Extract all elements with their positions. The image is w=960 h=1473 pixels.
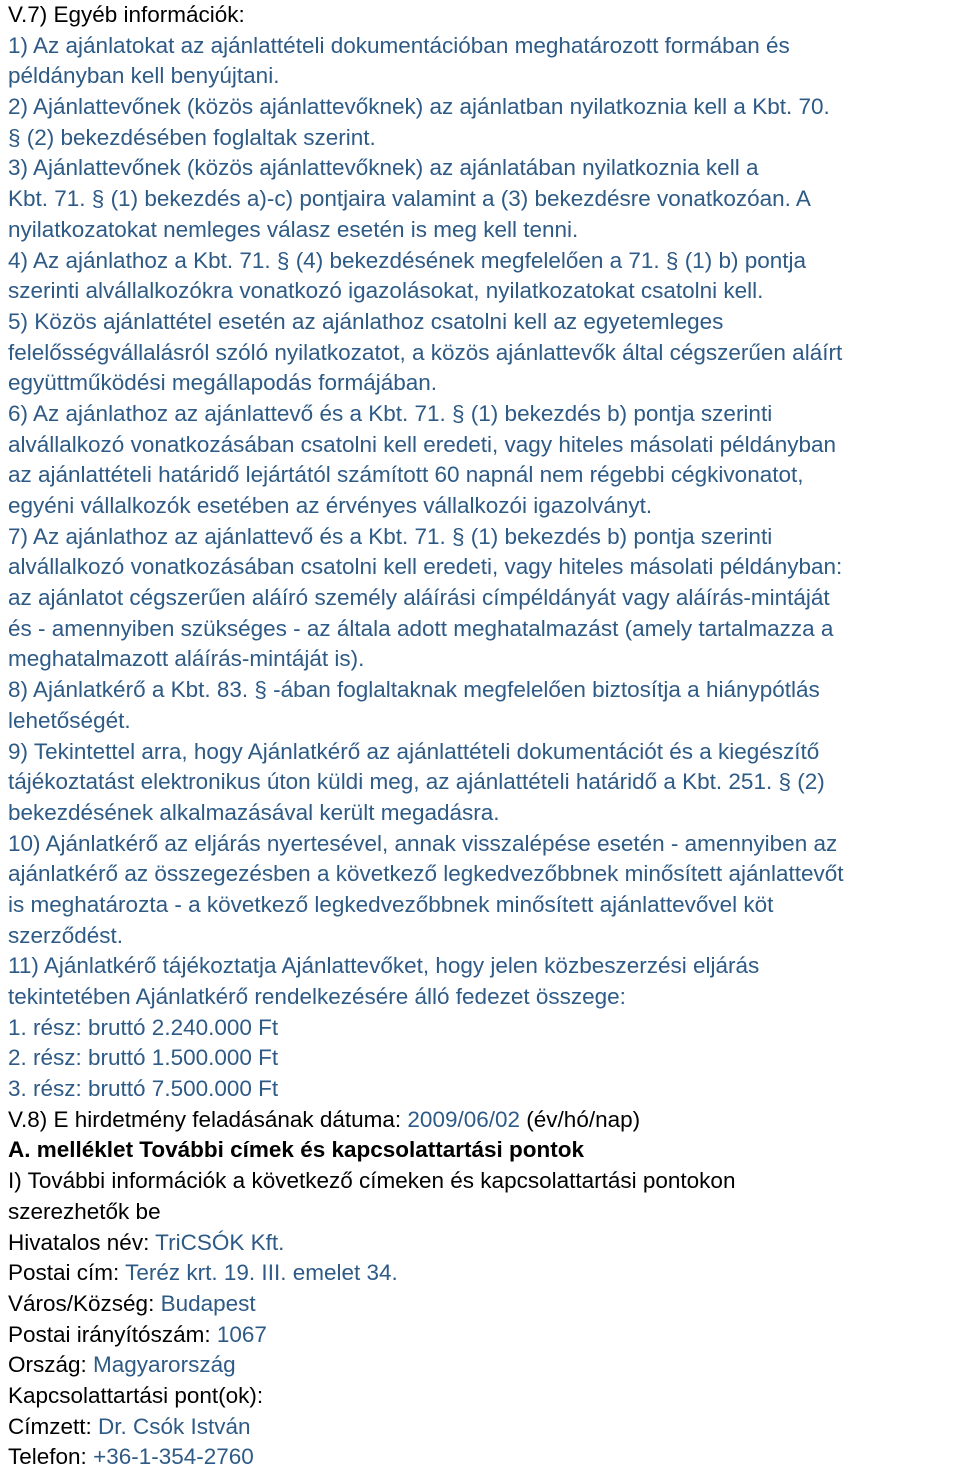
section-heading: V.7) Egyéb információk: — [8, 2, 245, 27]
section-v7-body — [8, 31, 960, 1105]
field-label: Postai irányítószám: — [8, 1321, 217, 1347]
text-line: az ajánlatot cégszerűen aláíró személy aláírási címpéldányát vagy aláírás-mintáját — [8, 585, 830, 611]
text-line: meghatalmazott aláírás-mintáját is). — [8, 646, 365, 672]
text-line: 3. rész: bruttó 7.500.000 Ft — [8, 1076, 279, 1102]
text-line: az ajánlattételi határidő lejártától számított 60 napnál nem régebbi cégkivonatot, — [8, 462, 804, 488]
text-line: alvállalkozó vonatkozásában csatolni kell eredeti, vagy hiteles másolati példányban: — [8, 554, 843, 580]
field-contact-points — [8, 1381, 960, 1412]
annex-intro: I) További információk a következő címeken és kapcsolattartási pontokon — [8, 1168, 736, 1194]
field-label: Postai cím: — [8, 1260, 126, 1286]
field-suffix: (év/hó/nap) — [520, 1106, 641, 1132]
field-value: Magyarország — [93, 1352, 236, 1378]
field-city — [8, 1289, 960, 1320]
text-line: felelősségvállalásról szóló nyilatkozatot, a közös ajánlattevők által cégszerűen aláírt — [8, 339, 843, 365]
field-postal-address — [8, 1258, 960, 1289]
text-line: 2. rész: bruttó 1.500.000 Ft — [8, 1045, 279, 1071]
text-line: 8) Ajánlatkérő a Kbt. 83. § -ában foglaltaknak megfelelően biztosítja a hiánypótlás — [8, 677, 820, 703]
field-label: Telefon: — [8, 1444, 94, 1470]
annex-intro: szerezhetők be — [8, 1198, 161, 1224]
section-v8 — [8, 1105, 960, 1136]
text-line: nyilatkozatokat nemleges válasz esetén is meg kell tenni. — [8, 216, 579, 242]
text-line: 4) Az ajánlathoz a Kbt. 71. § (4) bekezdésének megfelelően a 71. § (1) b) pontja — [8, 247, 807, 273]
field-label: Város/Község: — [8, 1290, 161, 1316]
text-line: és - amennyiben szükséges - az általa adott meghatalmazást (amely tartalmazza a — [8, 615, 834, 641]
section-v7 — [8, 0, 960, 1105]
field-label: Címzett: — [8, 1413, 99, 1439]
field-country — [8, 1350, 960, 1381]
field-label: Kapcsolattartási pont(ok): — [8, 1382, 264, 1408]
field-label: V.8) E hirdetmény feladásának dátuma: — [8, 1106, 408, 1132]
field-label: Ország: — [8, 1352, 94, 1378]
text-line: példányban kell benyújtani. — [8, 63, 280, 89]
text-line: 6) Az ajánlathoz az ajánlattevő és a Kbt. 71. § (1) bekezdés b) pontja szerinti — [8, 400, 773, 426]
text-line: tekintetében Ajánlatkérő rendelkezésére álló fedezet összege: — [8, 984, 626, 1009]
text-line: 11) Ajánlatkérő tájékoztatja Ajánlattevőket, hogy jelen közbeszerzési eljárás — [8, 953, 760, 979]
text-line: bekezdésének alkalmazásával került megadásra. — [8, 799, 500, 825]
field-value: Dr. Csók István — [98, 1413, 251, 1439]
field-value: +36-1-354-2760 — [93, 1444, 254, 1470]
text-line: 5) Közös ajánlattétel esetén az ajánlathoz csatolni kell az egyetemleges — [8, 308, 724, 334]
text-line: 7) Az ajánlathoz az ajánlattevő és a Kbt. 71. § (1) bekezdés b) pontja szerinti — [8, 523, 773, 549]
text-line: 2) Ajánlattevőnek (közös ajánlattevőknek) az ajánlatban nyilatkoznia kell a Kbt. 70. — [8, 94, 830, 120]
field-value: 2009/06/02 — [407, 1106, 521, 1132]
text-line: együttműködési megállapodás formájában. — [8, 370, 438, 396]
field-addressee — [8, 1412, 960, 1443]
text-line: 3) Ajánlattevőnek (közös ajánlattevőknek) az ajánlatában nyilatkoznia kell a — [8, 155, 759, 181]
field-official-name — [8, 1228, 960, 1259]
text-line: szerinti alvállalkozókra vonatkozó igazolásokat, nyilatkozatokat csatolni kell. — [8, 278, 764, 304]
field-postal-code — [8, 1320, 960, 1351]
field-label: Hivatalos név: — [8, 1229, 156, 1255]
text-line: ajánlatkérő az összegezésben a következő legkedvezőbbnek minősített ajánlattevőt — [8, 861, 844, 887]
field-value: 1067 — [216, 1321, 267, 1347]
annex-title: A. melléklet További címek és kapcsolattartási pontok — [8, 1137, 585, 1163]
text-line: 1. rész: bruttó 2.240.000 Ft — [8, 1014, 279, 1040]
text-line: Kbt. 71. § (1) bekezdés a)-c) pontjaira valamint a (3) bekezdésre vonatkozóan. A — [8, 186, 811, 212]
field-phone — [8, 1442, 960, 1473]
text-line: is meghatározta - a következő legkedvezőbbnek minősített ajánlattevővel köt — [8, 891, 774, 917]
text-line: § (2) bekezdésében foglaltak szerint. — [8, 124, 376, 150]
section-annex — [8, 1135, 960, 1473]
text-line: egyéni vállalkozók esetében az érvényes vállalkozói igazolványt. — [8, 493, 653, 518]
text-line: szerződést. — [8, 922, 124, 948]
text-line: 10) Ajánlatkérő az eljárás nyertesével, annak visszalépése esetén - amennyiben az — [8, 830, 838, 856]
field-value: Budapest — [160, 1290, 256, 1316]
field-value: TriCSÓK Kft. — [155, 1229, 285, 1255]
text-line: alvállalkozó vonatkozásában csatolni kell eredeti, vagy hiteles másolati példányban — [8, 431, 836, 457]
text-line: tájékoztatást elektronikus úton küldi meg, az ajánlattételi határidő a Kbt. 251. § (2) — [8, 769, 825, 795]
text-line: 9) Tekintettel arra, hogy Ajánlatkérő az ajánlattételi dokumentációt és a kiegészítő — [8, 738, 820, 764]
text-line: lehetőségét. — [8, 707, 131, 733]
field-value: Teréz krt. 19. III. emelet 34. — [125, 1260, 398, 1286]
text-line: 1) Az ajánlatokat az ajánlattételi dokumentációban meghatározott formában és — [8, 32, 790, 58]
